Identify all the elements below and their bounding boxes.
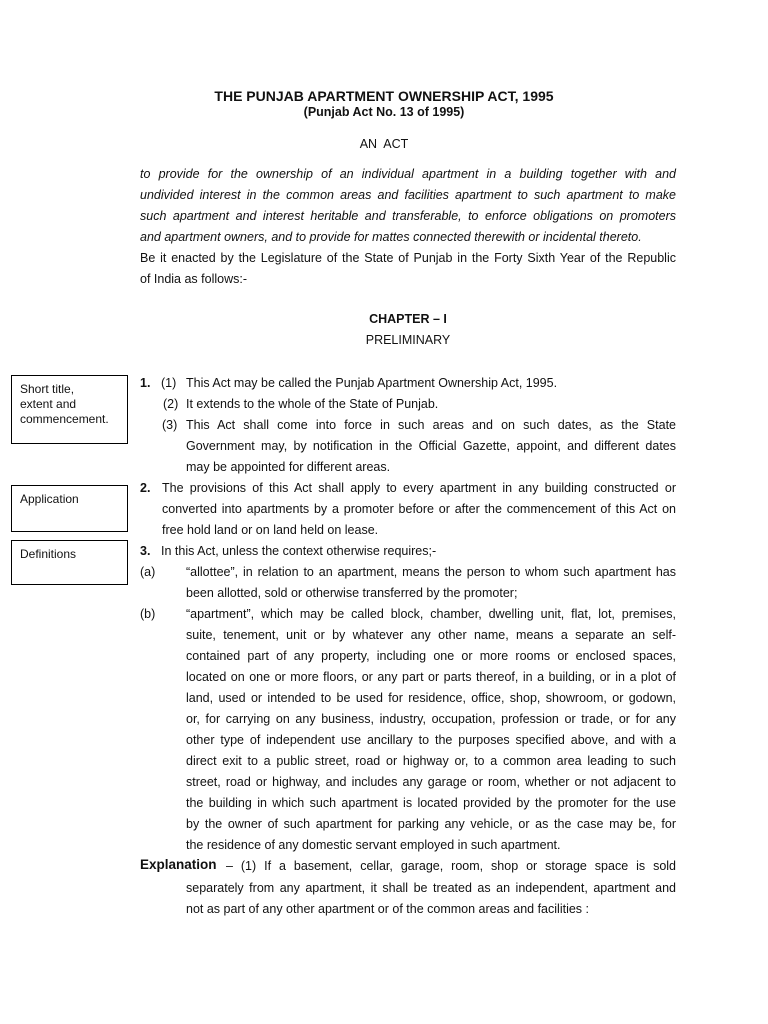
chapter-subtitle: PRELIMINARY (365, 333, 451, 347)
section-number: 1. (140, 376, 151, 390)
clause-label: (1) (161, 376, 177, 390)
margin-note-line: Definitions (20, 547, 77, 561)
definition-text: street, road or highway, and includes any garage or room, whether or not adjacent to (186, 775, 676, 789)
margin-note-line: Short title, (20, 382, 75, 396)
enactment-line: of India as follows:- (140, 272, 247, 286)
section-number: 3. (140, 544, 151, 558)
enactment-line: Be it enacted by the Legislature of the State of Punjab in the Forty Sixth Year of the Republic (140, 251, 676, 265)
section-intro: In this Act, unless the context otherwise requires;- (161, 544, 437, 558)
definition-text: the building in which such apartment is located provided by the promoter for the use (186, 796, 676, 810)
margin-note-line: Application (20, 492, 79, 506)
margin-note-short-title (11, 375, 128, 444)
definition-text: suite, tenement, unit or by whatever any other name, means a separate an self- (186, 628, 676, 642)
chapter-title: CHAPTER – I (369, 312, 447, 326)
margin-note-line: extent and (20, 397, 77, 411)
clause-label: (2) (163, 397, 179, 411)
definition-text: “apartment”, which may be called block, chamber, dwelling unit, flat, lot, premises, (186, 607, 676, 621)
clause-text: Government may, by notification in the Official Gazette, appoint, and different dates (186, 439, 676, 453)
margin-note-definitions (11, 540, 128, 585)
definition-text: direct exit to a public street, road or highway or, to a common area leading to such (186, 754, 676, 768)
definition-text: contained part of any property, including one or more rooms or enclosed spaces, (186, 649, 676, 663)
definition-text: been allotted, sold or otherwise transferred by the promoter; (186, 586, 518, 600)
clause-text: It extends to the whole of the State of Punjab. (186, 397, 439, 411)
explanation-text: not as part of any other apartment or of the common areas and facilities : (186, 902, 589, 916)
definition-text: other type of independent use ancillary to the purposes specified above, and with a (186, 733, 676, 747)
definition-text: by the owner of such apartment for parking any vehicle, or as the case may be, for (186, 817, 676, 831)
section-text: The provisions of this Act shall apply to every apartment in any building constructed or (162, 481, 676, 495)
an-act-heading: AN ACT (359, 137, 409, 151)
clause-text: may be appointed for different areas. (186, 460, 391, 474)
explanation-text: – (1) If a basement, cellar, garage, room, shop or storage space is sold (226, 859, 676, 873)
clause-label: (b) (140, 607, 156, 621)
preamble-line: and apartment owners, and to provide for mattes connected therewith or incidental thereto. (140, 230, 642, 244)
margin-note-application (11, 485, 128, 532)
section-number: 2. (140, 481, 151, 495)
clause-label: (3) (162, 418, 178, 432)
definition-text: or, for carrying on any business, industry, occupation, profession or trade, or for any (186, 712, 676, 726)
margin-note-line: commencement. (20, 412, 109, 426)
section-text: converted into apartments by a promoter before or after the commencement of this Act on (162, 502, 676, 516)
section-text: free hold land or on land held on lease. (162, 523, 379, 537)
act-number: (Punjab Act No. 13 of 1995) (303, 105, 465, 119)
preamble-line: undivided interest in the common areas and facilities apartment to such apartment to make (140, 188, 676, 202)
definition-text: the residence of any domestic servant employed in such apartment. (186, 838, 561, 852)
definition-text: located on one or more floors, or any part or parts thereof, in a building, or in a plot of (186, 670, 676, 684)
clause-text: This Act shall come into force in such areas and on such dates, as the State (186, 418, 676, 432)
explanation-text: separately from any apartment, it shall be treated as an independent, apartment and (186, 881, 676, 895)
definition-text: land, used or intended to be used for residence, office, shop, showroom, or godown, (186, 691, 676, 705)
preamble-line: such apartment and interest heritable and transferable, to enforce obligations on promoters (140, 209, 676, 223)
definition-text: “allottee”, in relation to an apartment, means the person to whom such apartment has (186, 565, 676, 579)
act-title: THE PUNJAB APARTMENT OWNERSHIP ACT, 1995 (214, 88, 554, 104)
preamble-line: to provide for the ownership of an individual apartment in a building together with and (140, 167, 676, 181)
explanation-label: Explanation (140, 857, 217, 872)
clause-text: This Act may be called the Punjab Apartment Ownership Act, 1995. (186, 376, 558, 390)
clause-label: (a) (140, 565, 156, 579)
